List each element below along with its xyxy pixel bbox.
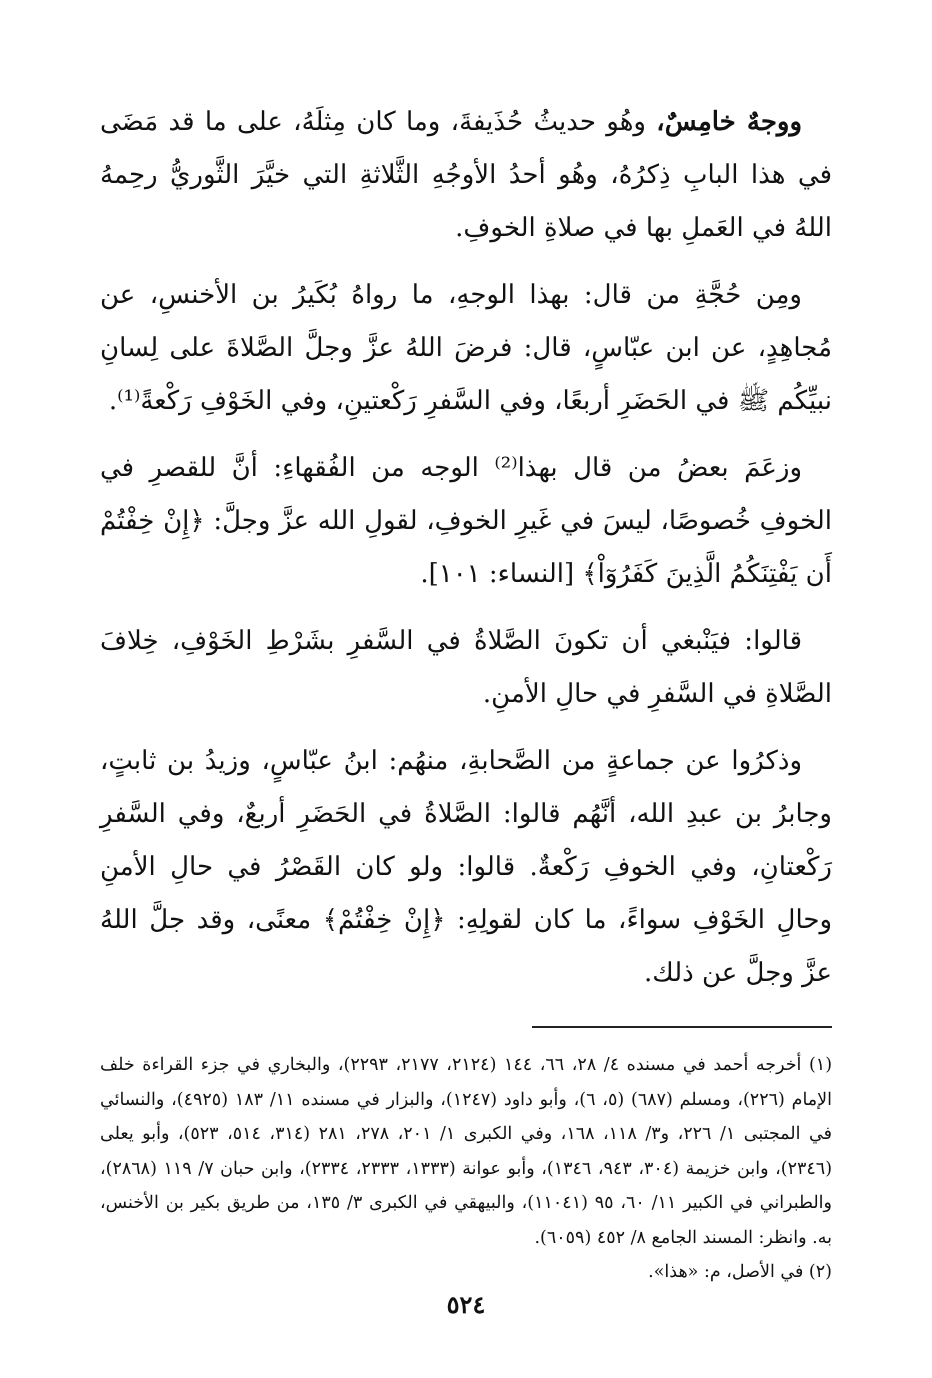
footnote-2: (٢) في الأصل، م: «هذا». [648, 1262, 832, 1282]
paragraph-text: ومِن حُجَّةِ من قال: بهذا الوجهِ، ما رواهُ بُكَيرُ بن الأخنسِ، عن مُجاهِدٍ، عن ابن عبّاسٍ، قال: فرضَ اللهُ عزَّ وجلَّ الصَّلاةَ على لِسانِ نبيِّكُم ﷺ في الحَضَرِ أربعًا، وفي السَّفرِ رَكْعتينِ، وفي الخَوْفِ رَكْعةً⁽¹⁾. [100, 280, 832, 416]
paragraph-text: قالوا: فيَنْبغي أن تكونَ الصَّلاةُ في السَّفرِ بشَرْطِ الخَوْفِ، خِلافَ الصَّلاةِ في السَّفرِ في حالِ الأمنِ. [100, 626, 832, 709]
paragraph-2 [100, 269, 832, 428]
paragraph-3 [100, 442, 832, 601]
page-number: ٥٢٤ [446, 1290, 486, 1319]
footnote-divider [532, 1026, 832, 1028]
paragraph-4 [100, 615, 832, 721]
paragraph-text: وذكرُوا عن جماعةٍ من الصَّحابةِ، منهُم: ابنُ عبّاسٍ، وزيدُ بن ثابتٍ، وجابرُ بن عبدِ الله، أنَّهُم قالوا: الصَّلاةُ في الحَضَرِ أربعٌ، وفي السَّفرِ رَكْعتانِ، وفي الخوفِ رَكْعةٌ. قالوا: ولو كان القَصْرُ في حالِ الأمنِ وحالِ الخَوْفِ سواءً، ما كان لقولِهِ: ﴿إِنْ خِفْتُمْ﴾ معنًى، وقد جلَّ اللهُ عزَّ وجلَّ عن ذلك. [100, 746, 832, 988]
footnote-1: (١) أخرجه أحمد في مسنده ٤/ ٢٨، ٦٦، ١٤٤ (٢١٢٤، ٢١٧٧، ٢٢٩٣)، والبخاري في جزء القراءة خلف الإمام (٢٢٦)، ومسلم (٦٨٧) (٥، ٦)، وأبو داود (١٢٤٧)، والبزار في مسنده ١١/ ١٨٣ (٤٩٢٥)، والنسائي في المجتبى ١/ ٢٢٦، و٣/ ١١٨، ١٦٨، وفي الكبرى ١/ ٢٠١، ٢٧٨، ٢٨١ (٣١٤، ٥١٤، ٥٢٣)، وأبو يعلى (٢٣٤٦)، وابن خزيمة (٣٠٤، ٩٤٣، ١٣٤٦)، وأبو عوانة (١٣٣٣، ٢٣٣٣، ٢٣٣٤)، وابن حبان ٧/ ١١٩ (٢٨٦٨)، والطبراني في الكبير ١١/ ٦٠، ٩٥ (١١٠٤١)، والبيهقي في الكبرى ٣/ ١٣٥، من طريق بكير بن الأخنس، به. وانظر: المسند الجامع ٨/ ٤٥٢ (٦٠٥٩). [100, 1055, 833, 1248]
paragraph-5 [100, 735, 832, 1000]
main-text [100, 96, 832, 1000]
paragraph-lead: ووجهٌ خامِسٌ، [656, 107, 802, 137]
paragraph-text: وهُو حديثُ حُذَيفةَ، وما كان مِثلَهُ، على ما قد مَضَى في هذا البابِ ذِكرُهُ، وهُو أحدُ الأوجُهِ الثَّلاثةِ التي خيَّرَ الثَّوريُّ رحِمهُ اللهُ في العَملِ بها في صلاةِ الخوفِ. [100, 107, 832, 243]
footnotes [100, 1048, 832, 1290]
paragraph-text: وزعَمَ بعضُ من قال بهذا⁽²⁾ الوجه من الفُقهاءِ: أنَّ للقصرِ في الخوفِ خُصوصًا، ليسَ في غَيرِ الخوفِ، لقولِ الله عزَّ وجلَّ: ﴿إِنْ خِفْتُمْ أَن يَفْتِنَكُمُ الَّذِينَ كَفَرُوٓاْ﴾ [النساء: ١٠١]. [100, 453, 832, 589]
paragraph-1 [100, 96, 832, 255]
